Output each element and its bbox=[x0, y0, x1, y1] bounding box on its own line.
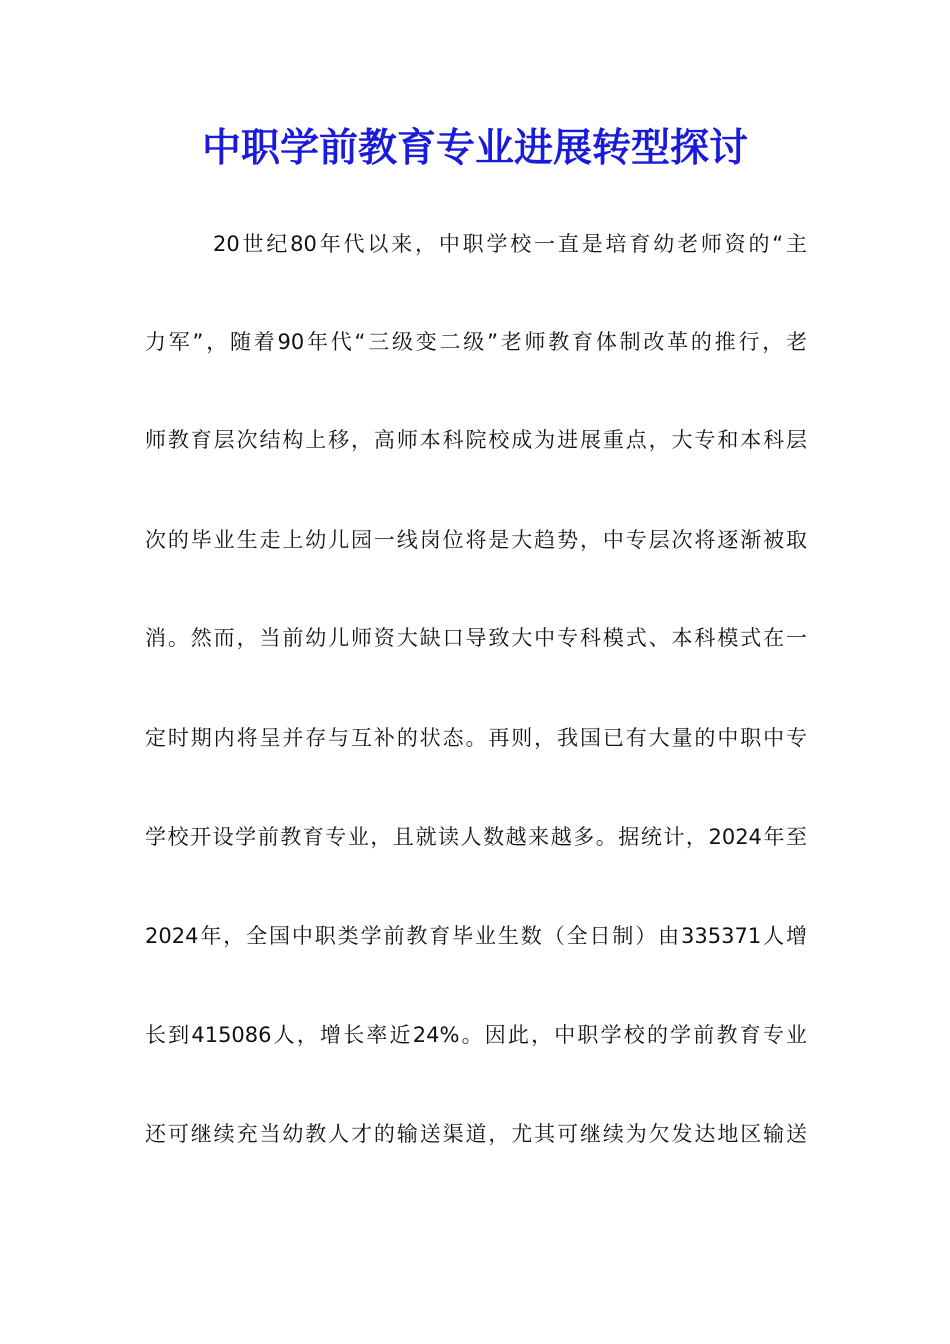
paragraph-line-10: 还可继续充当幼教人才的输送渠道，尤其可继续为欠发达地区输送 bbox=[145, 1122, 807, 1146]
document-title: 中职学前教育专业进展转型探讨 bbox=[201, 125, 748, 171]
paragraph-line-6: 定时期内将呈并存与互补的状态。再则，我国已有大量的中职中专 bbox=[145, 726, 807, 750]
paragraph-line-1: 20世纪80年代以来，中职学校一直是培育幼老师资的“主 bbox=[213, 232, 807, 256]
paragraph-line-8: 2024年，全国中职类学前教育毕业生数（全日制）由335371人增 bbox=[145, 924, 807, 948]
paragraph-line-5: 消。然而，当前幼儿师资大缺口导致大中专科模式、本科模式在一 bbox=[145, 626, 807, 650]
paragraph-line-7: 学校开设学前教育专业，且就读人数越来越多。据统计，2024年至 bbox=[145, 825, 807, 849]
paragraph-line-2: 力军”，随着90年代“三级变二级”老师教育体制改革的推行，老 bbox=[145, 330, 807, 354]
paragraph-line-9: 长到415086人，增长率近24%。因此，中职学校的学前教育专业 bbox=[145, 1023, 807, 1047]
paragraph-line-4: 次的毕业生走上幼儿园一线岗位将是大趋势，中专层次将逐渐被取 bbox=[145, 528, 807, 552]
paragraph-line-3: 师教育层次结构上移，高师本科院校成为进展重点，大专和本科层 bbox=[145, 428, 807, 452]
